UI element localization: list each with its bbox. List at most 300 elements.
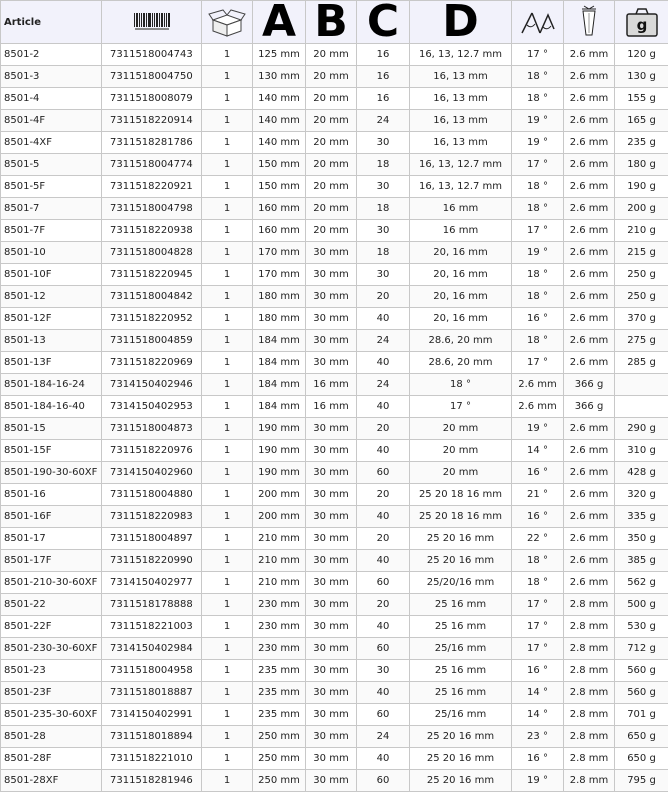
- article-cell: 8501-190-30-60XF: [1, 462, 102, 484]
- c-cell: 30: [357, 220, 410, 242]
- article-cell: 8501-22F: [1, 616, 102, 638]
- article-cell: 8501-7: [1, 198, 102, 220]
- ean-cell: 7314150402953: [102, 396, 202, 418]
- c-cell: 24: [357, 374, 410, 396]
- d-cell: 16, 13 mm: [410, 66, 512, 88]
- article-cell: 8501-22: [1, 594, 102, 616]
- weight-cell: 320 g: [615, 484, 668, 506]
- angle-cell: 17 °: [512, 220, 564, 242]
- b-cell: 30 mm: [306, 506, 357, 528]
- a-cell: 184 mm: [253, 374, 306, 396]
- column-d-header: D: [410, 1, 512, 44]
- d-cell: 25 16 mm: [410, 660, 512, 682]
- table-row: [1, 44, 668, 66]
- weight-cell: 701 g: [615, 704, 668, 726]
- ean-cell: 7311518220952: [102, 308, 202, 330]
- quantity-cell: 1: [202, 286, 253, 308]
- c-cell: 40: [357, 506, 410, 528]
- c-cell: 60: [357, 770, 410, 792]
- d-cell: 25 20 16 mm: [410, 726, 512, 748]
- d-cell: 25 20 16 mm: [410, 770, 512, 792]
- table-row: [1, 528, 668, 550]
- thickness-cell: 2.6 mm: [564, 198, 615, 220]
- d-cell: 20 mm: [410, 440, 512, 462]
- table-row: [1, 132, 668, 154]
- angle-cell: 18 °: [512, 264, 564, 286]
- weight-cell: 500 g: [615, 594, 668, 616]
- table-row: [1, 616, 668, 638]
- table-row: [1, 550, 668, 572]
- thickness-cell: 2.6 mm: [564, 88, 615, 110]
- weight-cell: 215 g: [615, 242, 668, 264]
- ean-cell: 7311518221003: [102, 616, 202, 638]
- table-row: [1, 110, 668, 132]
- article-cell: 8501-5F: [1, 176, 102, 198]
- angle-cell: 16 °: [512, 462, 564, 484]
- angle-cell: 18 °: [512, 198, 564, 220]
- ean-cell: 7311518004842: [102, 286, 202, 308]
- d-cell: 25 16 mm: [410, 594, 512, 616]
- c-cell: 40: [357, 396, 410, 418]
- table-row: [1, 726, 668, 748]
- d-cell: 20, 16 mm: [410, 286, 512, 308]
- d-cell: 25 20 18 16 mm: [410, 484, 512, 506]
- d-cell: 20, 16 mm: [410, 242, 512, 264]
- article-cell: 8501-28: [1, 726, 102, 748]
- table-row: [1, 638, 668, 660]
- quantity-cell: 1: [202, 682, 253, 704]
- a-cell: 230 mm: [253, 638, 306, 660]
- b-cell: 30 mm: [306, 726, 357, 748]
- thickness-cell: 2.6 mm: [564, 110, 615, 132]
- thickness-cell: 2.6 mm: [564, 220, 615, 242]
- a-cell: 140 mm: [253, 88, 306, 110]
- c-cell: 24: [357, 110, 410, 132]
- table-row: [1, 594, 668, 616]
- c-cell: 16: [357, 88, 410, 110]
- weight-cell: 275 g: [615, 330, 668, 352]
- a-cell: 160 mm: [253, 198, 306, 220]
- ean-cell: 7311518004880: [102, 484, 202, 506]
- thickness-cell: 2.6 mm: [564, 550, 615, 572]
- c-cell: 30: [357, 264, 410, 286]
- article-cell: 8501-3: [1, 66, 102, 88]
- c-cell: 40: [357, 748, 410, 770]
- d-cell: 16 mm: [410, 220, 512, 242]
- quantity-cell: 1: [202, 660, 253, 682]
- b-cell: 30 mm: [306, 770, 357, 792]
- c-cell: 24: [357, 330, 410, 352]
- angle-cell: 16 °: [512, 506, 564, 528]
- quantity-cell: 1: [202, 594, 253, 616]
- a-cell: 184 mm: [253, 352, 306, 374]
- angle-cell: 18 °: [512, 572, 564, 594]
- ean-cell: 7311518004798: [102, 198, 202, 220]
- weight-cell: 350 g: [615, 528, 668, 550]
- quantity-cell: 1: [202, 308, 253, 330]
- weight-cell: [615, 396, 668, 418]
- thickness-cell: 2.6 mm: [564, 132, 615, 154]
- angle-cell: 17 °: [512, 638, 564, 660]
- weight-cell: 180 g: [615, 154, 668, 176]
- angle-cell: 18 °: [512, 176, 564, 198]
- b-cell: 30 mm: [306, 638, 357, 660]
- quantity-cell: 1: [202, 396, 253, 418]
- angle-cell: 19 °: [512, 132, 564, 154]
- a-cell: 140 mm: [253, 110, 306, 132]
- weight-cell: 235 g: [615, 132, 668, 154]
- angle-cell: 16 °: [512, 748, 564, 770]
- d-cell: 16, 13, 12.7 mm: [410, 154, 512, 176]
- angle-cell: 19 °: [512, 110, 564, 132]
- c-cell: 24: [357, 726, 410, 748]
- a-cell: 210 mm: [253, 550, 306, 572]
- weight-cell: 560 g: [615, 660, 668, 682]
- thickness-icon: [564, 1, 615, 44]
- angle-cell: 19 °: [512, 770, 564, 792]
- table-row: [1, 396, 668, 418]
- quantity-cell: 1: [202, 528, 253, 550]
- angle-cell: 16 °: [512, 308, 564, 330]
- d-cell: 16 mm: [410, 198, 512, 220]
- b-cell: 20 mm: [306, 110, 357, 132]
- c-cell: 60: [357, 462, 410, 484]
- angle-cell: 2.6 mm: [512, 396, 564, 418]
- d-cell: 16, 13 mm: [410, 110, 512, 132]
- weight-cell: 428 g: [615, 462, 668, 484]
- a-cell: 230 mm: [253, 616, 306, 638]
- d-cell: 25/20/16 mm: [410, 572, 512, 594]
- b-cell: 20 mm: [306, 44, 357, 66]
- quantity-cell: 1: [202, 550, 253, 572]
- article-cell: 8501-2: [1, 44, 102, 66]
- a-cell: 235 mm: [253, 660, 306, 682]
- quantity-cell: 1: [202, 462, 253, 484]
- c-cell: 20: [357, 594, 410, 616]
- quantity-cell: 1: [202, 220, 253, 242]
- c-cell: 60: [357, 572, 410, 594]
- angle-cell: 16 °: [512, 660, 564, 682]
- thickness-cell: 2.8 mm: [564, 726, 615, 748]
- svg-text:g: g: [636, 16, 647, 34]
- article-cell: 8501-184-16-24: [1, 374, 102, 396]
- b-cell: 30 mm: [306, 594, 357, 616]
- quantity-cell: 1: [202, 506, 253, 528]
- thickness-cell: 2.6 mm: [564, 330, 615, 352]
- thickness-cell: 2.6 mm: [564, 484, 615, 506]
- thickness-cell: 2.6 mm: [564, 154, 615, 176]
- barcode-icon: [102, 1, 202, 44]
- d-cell: 25 16 mm: [410, 682, 512, 704]
- ean-cell: 7311518018887: [102, 682, 202, 704]
- d-cell: 28.6, 20 mm: [410, 352, 512, 374]
- quantity-cell: 1: [202, 770, 253, 792]
- weight-cell: 530 g: [615, 616, 668, 638]
- ean-cell: 7311518004897: [102, 528, 202, 550]
- d-cell: 16, 13 mm: [410, 132, 512, 154]
- article-header: Article: [1, 1, 102, 44]
- angle-cell: 17 °: [512, 616, 564, 638]
- quantity-cell: 1: [202, 132, 253, 154]
- a-cell: 250 mm: [253, 770, 306, 792]
- table-row: [1, 330, 668, 352]
- a-cell: 180 mm: [253, 308, 306, 330]
- a-cell: 235 mm: [253, 682, 306, 704]
- quantity-cell: 1: [202, 264, 253, 286]
- table-row: [1, 374, 668, 396]
- b-cell: 30 mm: [306, 286, 357, 308]
- b-cell: 20 mm: [306, 132, 357, 154]
- a-cell: 140 mm: [253, 132, 306, 154]
- article-cell: 8501-23: [1, 660, 102, 682]
- d-cell: 20 mm: [410, 418, 512, 440]
- thickness-cell: 2.8 mm: [564, 616, 615, 638]
- c-cell: 40: [357, 308, 410, 330]
- b-cell: 30 mm: [306, 330, 357, 352]
- thickness-cell: 2.6 mm: [564, 418, 615, 440]
- table-row: [1, 704, 668, 726]
- a-cell: 250 mm: [253, 726, 306, 748]
- table-row: [1, 440, 668, 462]
- quantity-cell: 1: [202, 44, 253, 66]
- ean-cell: 7311518220945: [102, 264, 202, 286]
- article-cell: 8501-10F: [1, 264, 102, 286]
- article-cell: 8501-184-16-40: [1, 396, 102, 418]
- ean-cell: 7311518004750: [102, 66, 202, 88]
- b-cell: 30 mm: [306, 418, 357, 440]
- a-cell: 150 mm: [253, 176, 306, 198]
- weight-cell: 335 g: [615, 506, 668, 528]
- d-cell: 16, 13 mm: [410, 88, 512, 110]
- angle-cell: 18 °: [512, 66, 564, 88]
- c-cell: 20: [357, 484, 410, 506]
- table-row: [1, 682, 668, 704]
- angle-cell: 19 °: [512, 242, 564, 264]
- angle-cell: 18 °: [512, 88, 564, 110]
- ean-cell: 7311518220921: [102, 176, 202, 198]
- b-cell: 20 mm: [306, 220, 357, 242]
- angle-cell: 14 °: [512, 682, 564, 704]
- weight-cell: 250 g: [615, 264, 668, 286]
- table-header-row: [1, 1, 668, 44]
- weight-cell: 155 g: [615, 88, 668, 110]
- article-cell: 8501-12F: [1, 308, 102, 330]
- a-cell: 170 mm: [253, 242, 306, 264]
- article-cell: 8501-210-30-60XF: [1, 572, 102, 594]
- d-cell: 20, 16 mm: [410, 264, 512, 286]
- b-cell: 30 mm: [306, 660, 357, 682]
- article-cell: 8501-235-30-60XF: [1, 704, 102, 726]
- table-row: [1, 352, 668, 374]
- box-icon: [202, 1, 253, 44]
- table-row: [1, 88, 668, 110]
- article-cell: 8501-17F: [1, 550, 102, 572]
- thickness-cell: 2.8 mm: [564, 770, 615, 792]
- article-cell: 8501-4F: [1, 110, 102, 132]
- thickness-cell: 366 g: [564, 396, 615, 418]
- b-cell: 30 mm: [306, 484, 357, 506]
- angle-cell: 19 °: [512, 418, 564, 440]
- angle-cell: 18 °: [512, 286, 564, 308]
- a-cell: 184 mm: [253, 330, 306, 352]
- article-cell: 8501-4XF: [1, 132, 102, 154]
- quantity-cell: 1: [202, 374, 253, 396]
- weight-cell: 120 g: [615, 44, 668, 66]
- article-cell: 8501-28F: [1, 748, 102, 770]
- thickness-cell: 2.6 mm: [564, 286, 615, 308]
- table-row: [1, 176, 668, 198]
- angle-cell: 22 °: [512, 528, 564, 550]
- thickness-cell: 2.6 mm: [564, 242, 615, 264]
- angle-cell: 14 °: [512, 440, 564, 462]
- table-row: [1, 462, 668, 484]
- c-cell: 60: [357, 704, 410, 726]
- angle-cell: 21 °: [512, 484, 564, 506]
- quantity-cell: 1: [202, 330, 253, 352]
- article-cell: 8501-230-30-60XF: [1, 638, 102, 660]
- weight-cell: [615, 374, 668, 396]
- table-row: [1, 484, 668, 506]
- quantity-cell: 1: [202, 748, 253, 770]
- weight-cell: 385 g: [615, 550, 668, 572]
- thickness-cell: 2.6 mm: [564, 352, 615, 374]
- weight-cell: 712 g: [615, 638, 668, 660]
- table-row: [1, 286, 668, 308]
- thickness-cell: 366 g: [564, 374, 615, 396]
- c-cell: 30: [357, 660, 410, 682]
- article-cell: 8501-13F: [1, 352, 102, 374]
- weight-cell: 285 g: [615, 352, 668, 374]
- a-cell: 190 mm: [253, 418, 306, 440]
- ean-cell: 7311518220914: [102, 110, 202, 132]
- b-cell: 30 mm: [306, 264, 357, 286]
- a-cell: 160 mm: [253, 220, 306, 242]
- article-cell: 8501-15F: [1, 440, 102, 462]
- a-cell: 170 mm: [253, 264, 306, 286]
- d-cell: 20 mm: [410, 462, 512, 484]
- a-cell: 190 mm: [253, 440, 306, 462]
- b-cell: 30 mm: [306, 704, 357, 726]
- b-cell: 20 mm: [306, 176, 357, 198]
- column-c-header: C: [357, 1, 410, 44]
- c-cell: 40: [357, 616, 410, 638]
- ean-cell: 7311518220938: [102, 220, 202, 242]
- weight-cell: 370 g: [615, 308, 668, 330]
- d-cell: 25 20 16 mm: [410, 528, 512, 550]
- b-cell: 30 mm: [306, 528, 357, 550]
- ean-cell: 7311518281946: [102, 770, 202, 792]
- column-a-header: A: [253, 1, 306, 44]
- table-row: [1, 506, 668, 528]
- thickness-cell: 2.8 mm: [564, 594, 615, 616]
- ean-cell: 7311518004958: [102, 660, 202, 682]
- a-cell: 190 mm: [253, 462, 306, 484]
- column-b-header: B: [306, 1, 357, 44]
- angle-cell: 17 °: [512, 594, 564, 616]
- b-cell: 30 mm: [306, 616, 357, 638]
- quantity-cell: 1: [202, 440, 253, 462]
- weight-icon: [615, 1, 668, 44]
- weight-cell: 165 g: [615, 110, 668, 132]
- a-cell: 184 mm: [253, 396, 306, 418]
- a-cell: 150 mm: [253, 154, 306, 176]
- angle-cell: 17 °: [512, 44, 564, 66]
- b-cell: 30 mm: [306, 462, 357, 484]
- ean-cell: 7314150402946: [102, 374, 202, 396]
- thickness-cell: 2.6 mm: [564, 176, 615, 198]
- angle-cell: 14 °: [512, 704, 564, 726]
- weight-cell: 650 g: [615, 748, 668, 770]
- quantity-cell: 1: [202, 154, 253, 176]
- b-cell: 16 mm: [306, 374, 357, 396]
- c-cell: 20: [357, 528, 410, 550]
- d-cell: 20, 16 mm: [410, 308, 512, 330]
- d-cell: 25/16 mm: [410, 704, 512, 726]
- thickness-cell: 2.6 mm: [564, 462, 615, 484]
- d-cell: 18 °: [410, 374, 512, 396]
- article-cell: 8501-28XF: [1, 770, 102, 792]
- c-cell: 40: [357, 550, 410, 572]
- d-cell: 17 °: [410, 396, 512, 418]
- table-row: [1, 66, 668, 88]
- thickness-cell: 2.6 mm: [564, 66, 615, 88]
- weight-cell: 190 g: [615, 176, 668, 198]
- quantity-cell: 1: [202, 88, 253, 110]
- quantity-cell: 1: [202, 198, 253, 220]
- ean-cell: 7314150402984: [102, 638, 202, 660]
- thickness-cell: 2.6 mm: [564, 308, 615, 330]
- article-cell: 8501-4: [1, 88, 102, 110]
- b-cell: 30 mm: [306, 550, 357, 572]
- quantity-cell: 1: [202, 484, 253, 506]
- c-cell: 18: [357, 198, 410, 220]
- weight-cell: 200 g: [615, 198, 668, 220]
- quantity-cell: 1: [202, 66, 253, 88]
- c-cell: 60: [357, 638, 410, 660]
- b-cell: 30 mm: [306, 440, 357, 462]
- d-cell: 16, 13, 12.7 mm: [410, 176, 512, 198]
- ean-cell: 7311518004828: [102, 242, 202, 264]
- article-cell: 8501-12: [1, 286, 102, 308]
- b-cell: 30 mm: [306, 242, 357, 264]
- ean-cell: 7311518220990: [102, 550, 202, 572]
- article-cell: 8501-13: [1, 330, 102, 352]
- quantity-cell: 1: [202, 616, 253, 638]
- ean-cell: 7311518220969: [102, 352, 202, 374]
- b-cell: 30 mm: [306, 682, 357, 704]
- angle-icon: [512, 1, 564, 44]
- a-cell: 235 mm: [253, 704, 306, 726]
- thickness-cell: 2.8 mm: [564, 682, 615, 704]
- table-row: [1, 572, 668, 594]
- d-cell: 25 16 mm: [410, 616, 512, 638]
- ean-cell: 7311518004859: [102, 330, 202, 352]
- c-cell: 20: [357, 418, 410, 440]
- b-cell: 30 mm: [306, 352, 357, 374]
- article-cell: 8501-17: [1, 528, 102, 550]
- a-cell: 210 mm: [253, 528, 306, 550]
- weight-cell: 210 g: [615, 220, 668, 242]
- angle-cell: 18 °: [512, 550, 564, 572]
- article-cell: 8501-15: [1, 418, 102, 440]
- thickness-cell: 2.6 mm: [564, 440, 615, 462]
- article-cell: 8501-5: [1, 154, 102, 176]
- a-cell: 250 mm: [253, 748, 306, 770]
- b-cell: 20 mm: [306, 198, 357, 220]
- thickness-cell: 2.6 mm: [564, 506, 615, 528]
- d-cell: 25/16 mm: [410, 638, 512, 660]
- thickness-cell: 2.8 mm: [564, 748, 615, 770]
